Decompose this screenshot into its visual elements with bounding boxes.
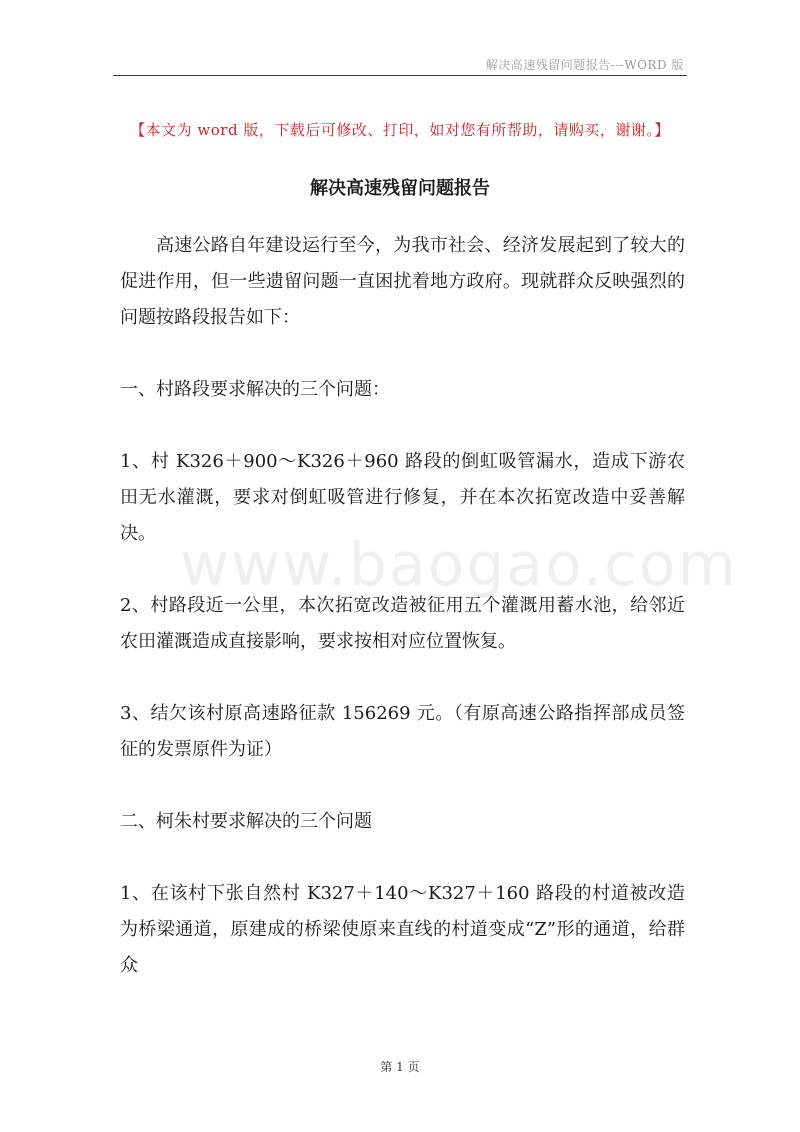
page-number: 第 1 页: [380, 1060, 420, 1074]
purchase-notice: 【本文为 word 版，下载后可修改、打印，如对您有所帮助，请购买，谢谢。】: [130, 121, 670, 139]
section-heading-2: 二、柯朱村要求解决的三个问题: [120, 811, 372, 832]
header-rule: [113, 75, 687, 76]
intro-paragraph: 高速公路自年建设运行至今，为我市社会、经济发展起到了较大的促进作用，但一些遗留问题一直困扰着地方政府。现就群众反映强烈的问题按路段报告如下：: [120, 235, 685, 328]
item-paragraph-1-3: 3、结欠该村原高速路征款 156269 元。（有原高速公路指挥部成员签征的发票原件为证）: [120, 703, 685, 760]
section-heading-1: 一、村路段要求解决的三个问题：: [120, 379, 390, 400]
document-body: [120, 228, 685, 984]
watermark: www.baogao.com: [180, 530, 739, 600]
running-header: 解决高速残留问题报告---WORD 版: [485, 58, 684, 72]
item-paragraph-1-1: 1、村 K326＋900～K326＋960 路段的倒虹吸管漏水，造成下游农田无水灌溉，要求对倒虹吸管进行修复，并在本次拓宽改造中妥善解决。: [120, 451, 685, 544]
item-paragraph-2-1: 1、在该村下张自然村 K327＋140～K327＋160 路段的村道被改造为桥梁通道，原建成的桥梁使原来直线的村道变成“Z”形的通道，给群众: [120, 883, 685, 976]
item-paragraph-1-2: 2、村路段近一公里，本次拓宽改造被征用五个灌溉用蓄水池，给邻近农田灌溉造成直接影响，要求按相对应位置恢复。: [120, 595, 685, 652]
document-title: 解决高速残留问题报告: [310, 178, 490, 199]
